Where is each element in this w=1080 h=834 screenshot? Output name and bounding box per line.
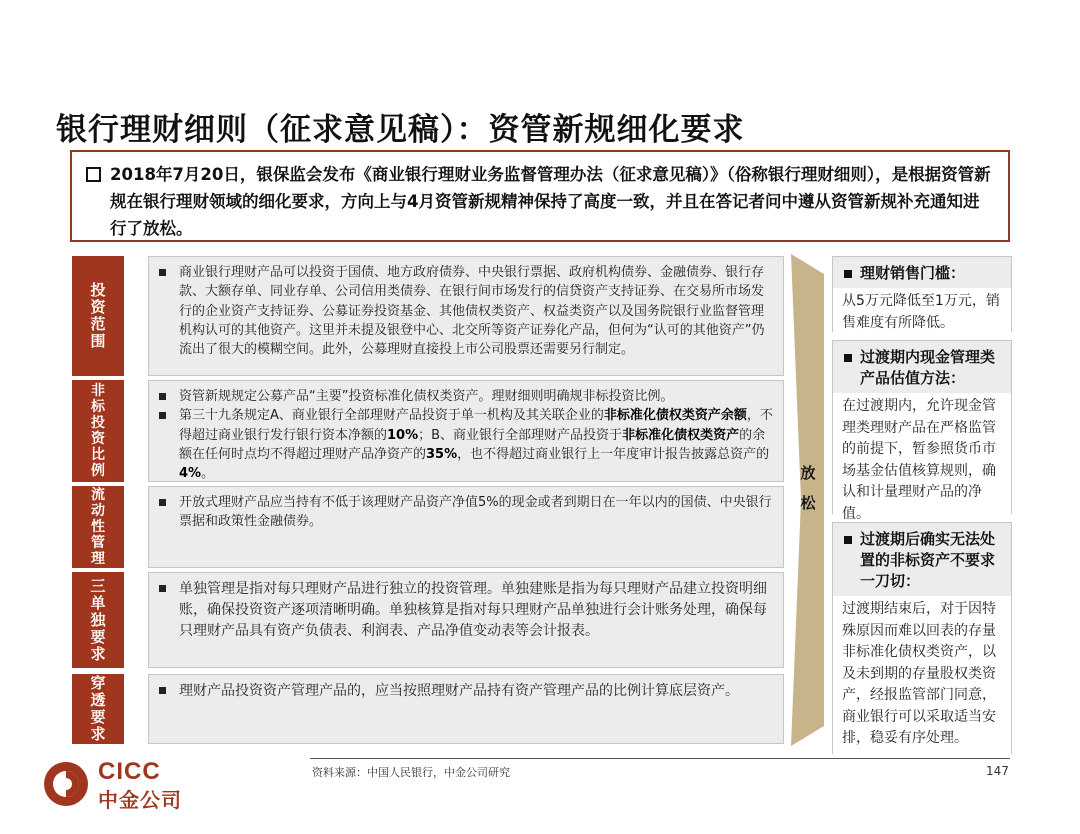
label-char: 性 [91,519,105,535]
text-run: ，不得超过商业银行发行银行资本净额的 [179,408,773,443]
page-number: 147 [986,764,1009,778]
side-heading [842,347,1002,389]
side-box-transition-valuation [832,340,1012,522]
label-char: 非 [91,383,105,399]
bullet-item [179,406,773,483]
label-char: 管 [91,535,105,551]
summary-box [70,150,1010,242]
arrow-label-char: 松 [800,494,816,512]
bullet-text: 商业银行理财产品可以投资于国债、地方政府债券、中央银行票据、政府机构债券、金融债券、银行存款、大额存单、同业存单、公司信用类债券、在银行间市场发行的信贷资产支持证券、在交易所市场发行的企业资产支持证券、公募证券投资基金、其他债权类资产、权益类资产以及国务院银行业监督管理机构认可的其他资产。这里并未提及银登中心、北交所等资产证券化产品，但何为“认可的其他资产”仍流出了很大的模糊空间。此外，公募理财直接投上市公司股票还需要另行制定。 [179,265,765,358]
bold-run: 35% [426,446,458,462]
label-char: 范 [90,315,106,333]
row-label-liquidity [72,486,124,568]
label-char: 穿 [90,674,106,692]
row-box-three-separate [148,572,784,668]
row-label-nonstandard-ratio [72,380,124,482]
bullet-text: 单独管理是指对每只理财产品进行独立的投资管理。单独建账是指为每只理财产品建立投资明细账，确保投资资产逐项清晰明确。单独核算是指对每只理财产品单独进行会计账务处理，确保每只理财产品具有资产负债表、利润表、产品净值变动表等会计报表。 [179,581,767,639]
footer-divider [310,758,1010,759]
label-char: 单 [90,593,106,612]
row-box-look-through [148,674,784,744]
square-bullet-icon [159,412,166,419]
side-box-nonstandard-disposal [832,522,1012,754]
bold-run: 10% [387,427,419,443]
square-bullet-icon [159,687,166,694]
label-char: 求 [90,644,106,663]
checkbox-square-icon [86,167,101,182]
cicc-logo-mark-icon [42,760,90,808]
side-body: 过渡期结束后，对于因特殊原因而难以回表的存量非标准化债权类资产，以及未到期的存量股权类资产，经报监管部门同意，商业银行可以采取适当安排，稳妥有序处理。 [833,596,1011,754]
label-char: 流 [91,487,105,503]
label-char: 要 [90,708,106,726]
square-bullet-icon [159,269,166,276]
label-char: 标 [91,399,105,415]
label-char: 资 [90,298,106,316]
row-box-nonstandard-ratio [148,380,784,482]
bullet-item [179,579,773,642]
bullet-item [179,681,773,702]
bullet-text: 资管新规规定公募产品“主要”投资标准化债权类资产。理财细则明确规非标投资比例。 [179,389,674,404]
square-bullet-icon [844,536,852,544]
side-heading-text: 过渡期后确实无法处置的非标资产不要求一刀切： [860,530,996,590]
bullet-text: 开放式理财产品应当持有不低于该理财产品资产净值5%的现金或者到期日在一年以内的国债、中央银行票据和政策性金融债券。 [179,495,772,530]
label-char: 透 [90,691,106,709]
side-body: 从5万元降低至1万元，销售难度有所降低。 [833,288,1011,338]
side-heading [842,263,1002,284]
square-bullet-icon [159,499,166,506]
bullet-item [179,387,773,406]
text-run: 第三十九条规定A、商业银行全部理财产品投资于单一机构及其关联企业的 [179,408,604,424]
side-heading-text: 过渡期内现金管理类产品估值方法： [860,348,996,387]
square-bullet-icon [844,354,852,362]
square-bullet-icon [844,270,852,278]
bold-run: 非标准化债权类资产余额 [603,408,747,424]
bullet-item [179,493,773,532]
arrow-label-char: 放 [800,464,816,482]
bold-run: 4% [179,466,202,482]
page-title: 银行理财细则（征求意见稿）：资管新规细化要求 [56,112,745,148]
summary-text: 2018年7月20日，银保监会发布《商业银行理财业务监督管理办法（征求意见稿）》（俗称银行理财细则），是根据资管新规在银行理财领域的细化要求，方向上与4月资管新规精神保持了高度一致，并且在答记者问中遵从资管新规补充通知进行了放松。 [110,165,991,238]
row-label-three-separate [72,572,124,668]
label-char: 求 [90,725,106,743]
label-char: 三 [90,576,106,595]
side-heading-text: 理财销售门槛： [860,264,966,282]
row-box-investment-scope [148,256,784,376]
arrow-label [797,458,819,518]
side-box-sales-threshold [832,256,1012,332]
text-run: 。 [201,466,215,482]
square-bullet-icon [159,585,166,592]
side-body: 在过渡期内，允许现金管理类理财产品在严格监管的前提下，暂参照货币市场基金估值核算规则，确认和计量理财产品的净值。 [833,393,1011,529]
bullet-text: 理财产品投资资产管理产品的，应当按照理财产品持有资产管理产品的比例计算底层资产。 [179,683,739,699]
source-note: 资料来源：中国人民银行，中金公司研究 [312,766,510,779]
row-label-look-through [72,674,124,744]
logo-text-en: CICC [98,758,161,785]
label-char: 要 [90,627,106,646]
text-run: 的余额在任何时点均不得超过理财产品净资产的 [179,427,766,462]
logo-text-cn: 中金公司 [98,788,182,812]
cicc-logo [42,760,202,812]
label-char: 独 [90,610,106,629]
label-char: 投 [90,281,106,299]
bold-run: 非标准化债权类资产 [622,427,740,443]
label-char: 例 [91,463,105,479]
label-char: 投 [91,415,105,431]
text-run: ；B、商业银行全部理财产品投资于 [418,427,623,443]
label-char: 理 [91,551,105,567]
row-box-liquidity [148,486,784,568]
label-char: 比 [91,447,105,463]
text-run: ，也不得超过商业银行上一年度审计报告披露总资产的 [457,446,770,462]
label-char: 围 [90,332,106,350]
side-heading [842,529,1002,592]
label-char: 动 [91,503,105,519]
row-label-investment-scope [72,256,124,376]
square-bullet-icon [159,393,166,400]
label-char: 资 [91,431,105,447]
bullet-item [179,263,773,359]
